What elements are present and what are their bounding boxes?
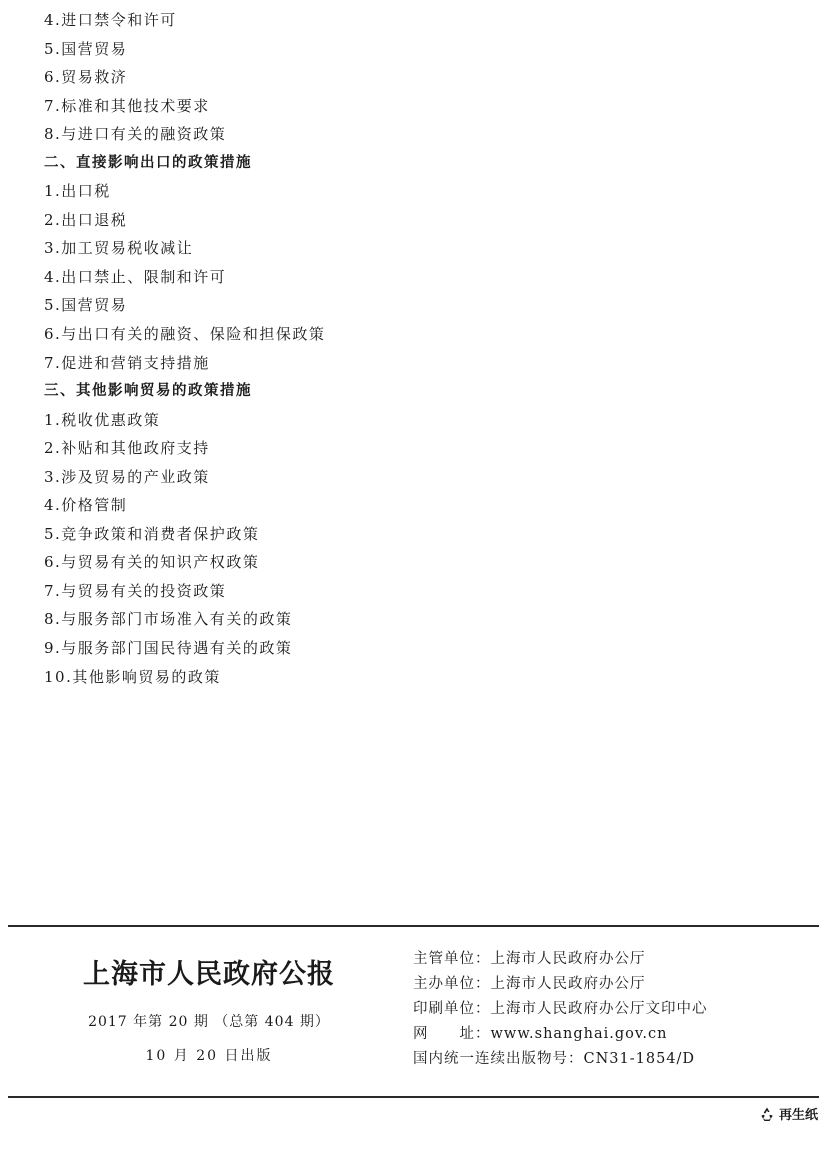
list-item: 5.国营贸易 [44,296,128,315]
recycled-label: 再生纸 [778,1108,818,1123]
imprint-website [413,1022,708,1047]
masthead [44,938,374,1066]
imprint-info [413,947,708,1072]
policy-list [44,6,325,691]
list-item: 4.出口禁止、限制和许可 [44,267,227,286]
list-item: 6.贸易救济 [44,68,128,87]
bottom-divider [8,1096,819,1098]
imprint-printer [413,997,708,1022]
serial-label: 国内统一连续出版物号： [413,1051,584,1067]
sponsor-value: 上海市人民政府办公厅 [490,976,646,992]
imprint-supervisor [413,947,708,972]
recycled-paper-mark [759,1104,818,1123]
section-heading: 三、其他影响贸易的政策措施 [44,383,252,400]
website-link[interactable]: www.shanghai.gov.cn [490,1026,668,1042]
list-item: 10.其他影响贸易的政策 [44,667,221,686]
publication-title: 上海市人民政府公报 [83,959,335,990]
imprint-sponsor [413,972,708,997]
list-item: 8.与服务部门市场准入有关的政策 [44,610,293,629]
list-item: 7.标准和其他技术要求 [44,96,210,115]
list-item: 9.与服务部门国民待遇有关的政策 [44,639,293,658]
sponsor-label: 主办单位： [413,976,491,992]
website-label: 网 址： [413,1026,491,1042]
list-item: 1.出口税 [44,182,111,201]
list-item: 4.价格管制 [44,496,128,515]
list-item: 6.与出口有关的融资、保险和担保政策 [44,325,326,344]
imprint-serial [413,1047,708,1072]
list-item: 4.进口禁令和许可 [44,11,177,29]
serial-value: CN31-1854/D [583,1051,696,1067]
list-item: 3.涉及贸易的产业政策 [44,467,210,486]
list-item: 8.与进口有关的融资政策 [44,125,227,144]
list-item: 3.加工贸易税收减让 [44,239,194,258]
printer-label: 印刷单位： [413,1001,491,1017]
recycle-icon [759,1106,775,1122]
list-item: 7.与贸易有关的投资政策 [44,581,227,600]
list-item: 2.补贴和其他政府支持 [44,439,210,458]
section-heading: 二、直接影响出口的政策措施 [44,154,252,171]
list-item: 7.促进和营销支持措施 [44,353,210,372]
supervisor-value: 上海市人民政府办公厅 [490,951,646,967]
top-divider [8,925,819,927]
supervisor-label: 主管单位： [413,951,491,967]
printer-value: 上海市人民政府办公厅文印中心 [490,1001,708,1017]
list-item: 2.出口退税 [44,210,128,229]
list-item: 6.与贸易有关的知识产权政策 [44,553,260,572]
publication-date: 10 月 20 日出版 [145,1048,273,1064]
list-item: 5.竞争政策和消费者保护政策 [44,524,260,543]
list-item: 5.国营贸易 [44,39,128,58]
list-item: 1.税收优惠政策 [44,410,161,429]
issue-number: 2017 年第 20 期 （总第 404 期） [88,1014,330,1030]
